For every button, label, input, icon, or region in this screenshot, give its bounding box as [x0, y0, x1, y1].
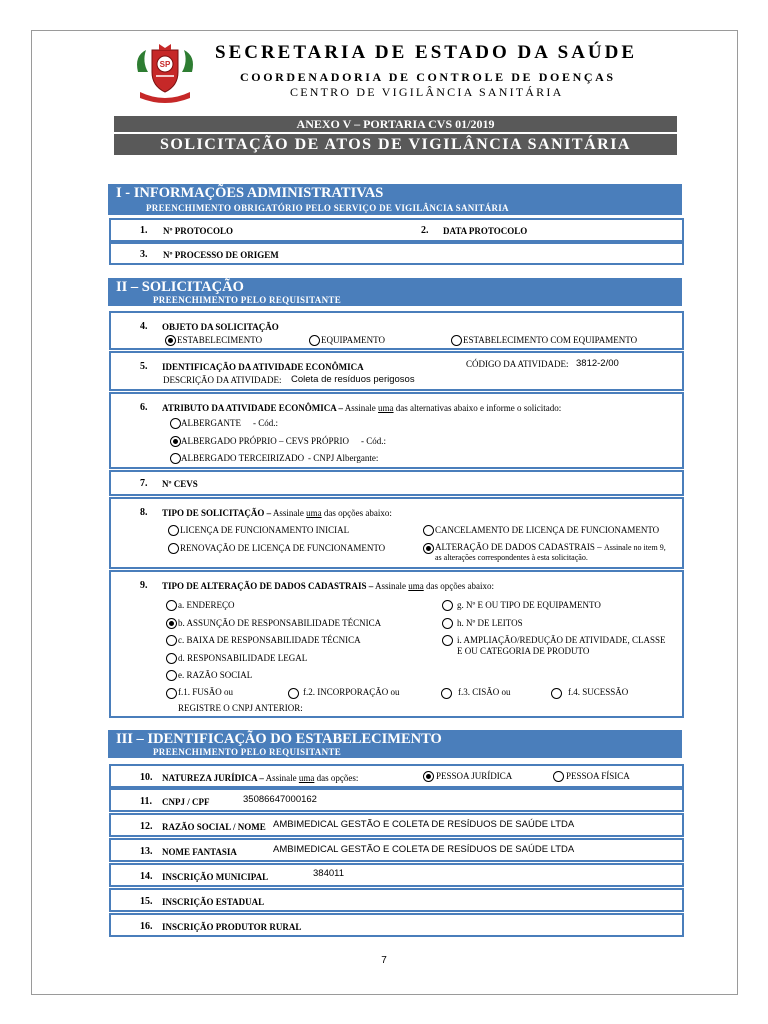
field-16-number: 16. [140, 921, 153, 932]
field-13-label: NOME FANTASIA [162, 847, 237, 857]
field-11-label: CNPJ / CPF [162, 797, 210, 807]
field-16-label: INSCRIÇÃO PRODUTOR RURAL [162, 922, 302, 932]
field-6-hint-post: das alternativas abaixo e informe o solicitado: [393, 403, 562, 413]
field-4-label: OBJETO DA SOLICITAÇÃO [162, 322, 279, 332]
section-1-title: I - INFORMAÇÕES ADMINISTRATIVAS [116, 185, 384, 201]
field-14-number: 14. [140, 871, 153, 882]
field-10-label: NATUREZA JURÍDICA – [162, 773, 264, 783]
field-2-number: 2. [421, 225, 429, 236]
row-objeto-solicitacao [109, 311, 684, 350]
option-albergado-terceirizado-cnpj: - CNPJ Albergante: [308, 453, 379, 463]
row-protocolo [109, 218, 684, 242]
radio-equipamento[interactable] [309, 335, 320, 346]
option-albergante-cod: - Cód.: [253, 418, 279, 428]
radio-licenca-inicial[interactable] [168, 525, 179, 536]
field-6-hint-uma: uma [378, 403, 394, 413]
option-equipamento-label: EQUIPAMENTO [321, 335, 386, 345]
row-tipo-solicitacao [109, 497, 684, 569]
document-title: SOLICITAÇÃO DE ATOS DE VIGILÂNCIA SANITÁRIA [114, 134, 677, 155]
row-atividade-economica [109, 351, 684, 391]
row-atributo-atividade [109, 392, 684, 469]
field-3-label: Nº PROCESSO DE ORIGEM [163, 250, 279, 260]
field-10-hint-post: das opções: [314, 773, 359, 783]
option-alteracao-dados-note2: as alterações correspondentes à esta solicitação. [435, 553, 588, 562]
field-8-number: 8. [140, 507, 148, 518]
radio-sucessao[interactable] [551, 688, 562, 699]
option-pessoa-fisica-label: PESSOA FÍSICA [566, 771, 630, 781]
radio-pessoa-juridica[interactable] [423, 771, 434, 782]
radio-cancelamento-licenca[interactable] [423, 525, 434, 536]
section-2-header [108, 278, 682, 306]
radio-estabelecimento[interactable] [165, 335, 176, 346]
row-razao-social [109, 813, 684, 837]
field-8-label-line [162, 508, 392, 519]
field-6-label: ATRIBUTO DA ATIVIDADE ECONÔMICA – [162, 403, 344, 413]
field-3-number: 3. [140, 249, 148, 260]
radio-albergado-proprio[interactable] [170, 436, 181, 447]
row-cevs [109, 470, 684, 496]
field-15-label: INSCRIÇÃO ESTADUAL [162, 897, 265, 907]
field-8-hint-post: das opções abaixo: [321, 508, 392, 518]
field-11-number: 11. [140, 796, 152, 807]
field-9-hint-post: das opções abaixo: [423, 581, 494, 591]
row-inscricao-estadual [109, 888, 684, 912]
field-9-label-line [162, 581, 494, 592]
cnpj-cpf-value[interactable]: 35086647000162 [243, 794, 317, 805]
header-title: SECRETARIA DE ESTADO DA SAÚDE [215, 42, 638, 63]
svg-text:SP: SP [159, 60, 171, 69]
radio-cisao[interactable] [441, 688, 452, 699]
sao-paulo-coat-of-arms-icon [132, 42, 198, 104]
radio-responsabilidade-legal[interactable] [166, 653, 177, 664]
field-1-label: Nº PROTOCOLO [163, 226, 234, 236]
descricao-atividade-value[interactable]: Coleta de resíduos perigosos [291, 374, 415, 385]
page-number: 7 [381, 955, 387, 966]
option-leitos-label: h. Nº DE LEITOS [457, 618, 523, 628]
nome-fantasia-value[interactable]: AMBIMEDICAL GESTÃO E COLETA DE RESÍDUOS DE SAÚDE LTDA [273, 844, 575, 855]
option-pessoa-juridica-label: PESSOA JURÍDICA [436, 771, 513, 781]
field-10-label-line [162, 773, 358, 784]
radio-leitos[interactable] [442, 618, 453, 629]
radio-renovacao-licenca[interactable] [168, 543, 179, 554]
option-estabelecimento-com-equipamento-label: ESTABELECIMENTO COM EQUIPAMENTO [463, 335, 638, 345]
option-baixa-rt-label: c. BAIXA DE RESPONSABILIDADE TÉCNICA [178, 635, 361, 645]
codigo-atividade-label: CÓDIGO DA ATIVIDADE: [466, 359, 569, 369]
codigo-atividade-value[interactable]: 3812-2/00 [576, 358, 619, 369]
descricao-atividade-label: DESCRIÇÃO DA ATIVIDADE: [163, 375, 282, 385]
option-sucessao-label: f.4. SUCESSÃO [568, 687, 629, 697]
field-6-label-line [162, 403, 561, 414]
field-10-hint-pre: Assinale [265, 773, 299, 783]
option-alteracao-dados-label: ALTERAÇÃO DE DADOS CADASTRAIS – [435, 542, 602, 552]
option-assuncao-rt-label: b. ASSUNÇÃO DE RESPONSABILIDADE TÉCNICA [178, 618, 382, 628]
option-albergado-terceirizado-label: ALBERGADO TERCEIRIZADO [181, 453, 305, 463]
radio-razao-social[interactable] [166, 670, 177, 681]
inscricao-municipal-value[interactable]: 384011 [313, 868, 344, 879]
section-1-header [108, 184, 682, 215]
section-3-header [108, 730, 682, 758]
radio-pessoa-fisica[interactable] [553, 771, 564, 782]
annex-banner: ANEXO V – PORTARIA CVS 01/2019 [114, 116, 677, 132]
option-responsabilidade-legal-label: d. RESPONSABILIDADE LEGAL [178, 653, 308, 663]
radio-ampliacao-atividade[interactable] [442, 635, 453, 646]
field-10-hint-uma: uma [298, 773, 315, 783]
radio-alteracao-dados[interactable] [423, 543, 434, 554]
field-9-number: 9. [140, 580, 148, 591]
radio-albergado-terceirizado[interactable] [170, 453, 181, 464]
section-2-title: II – SOLICITAÇÃO [116, 279, 244, 295]
option-ampliacao-atividade-label-2: E OU CATEGORIA DE PRODUTO [457, 646, 590, 656]
field-6-number: 6. [140, 402, 148, 413]
field-9-hint-pre: Assinale [374, 581, 409, 591]
row-cnpj-cpf [109, 788, 684, 812]
field-1-number: 1. [140, 225, 148, 236]
field-5-label: IDENTIFICAÇÃO DA ATIVIDADE ECONÔMICA [162, 362, 364, 372]
row-inscricao-municipal [109, 863, 684, 887]
section-1-subtitle: PREENCHIMENTO OBRIGATÓRIO PELO SERVIÇO DE VIGILÂNCIA SANITÁRIA [146, 203, 509, 213]
field-2-label: DATA PROTOCOLO [443, 226, 528, 236]
field-12-number: 12. [140, 821, 153, 832]
field-10-number: 10. [140, 772, 153, 783]
field-13-number: 13. [140, 846, 153, 857]
field-6-hint-pre: Assinale [344, 403, 379, 413]
field-15-number: 15. [140, 896, 153, 907]
radio-assuncao-rt[interactable] [166, 618, 177, 629]
row-inscricao-produtor-rural [109, 913, 684, 937]
header-subtitle-centro: CENTRO DE VIGILÂNCIA SANITÁRIA [290, 85, 564, 99]
section-2-subtitle: PREENCHIMENTO PELO REQUISITANTE [153, 295, 341, 305]
option-equipamento-tipo-label: g. Nº E OU TIPO DE EQUIPAMENTO [457, 600, 601, 610]
field-7-number: 7. [140, 478, 148, 489]
radio-albergante[interactable] [170, 418, 181, 429]
option-cisao-label: f.3. CISÃO ou [458, 687, 511, 697]
option-albergado-proprio-label: ALBERGADO PRÓPRIO – CEVS PRÓPRIO [181, 436, 350, 446]
row-tipo-alteracao [109, 570, 684, 718]
field-4-number: 4. [140, 321, 148, 332]
razao-social-value[interactable]: AMBIMEDICAL GESTÃO E COLETA DE RESÍDUOS DE SAÚDE LTDA [273, 819, 575, 830]
field-14-label: INSCRIÇÃO MUNICIPAL [162, 872, 269, 882]
option-albergante-label: ALBERGANTE [181, 418, 241, 428]
option-alteracao-dados-note: Assinale no item 9, [603, 543, 666, 552]
option-renovacao-licenca-label: RENOVAÇÃO DE LICENÇA DE FUNCIONAMENTO [180, 543, 386, 553]
section-3-subtitle: PREENCHIMENTO PELO REQUISITANTE [153, 747, 341, 757]
field-7-label: Nº CEVS [162, 479, 198, 489]
radio-baixa-rt[interactable] [166, 635, 177, 646]
field-5-number: 5. [140, 361, 148, 372]
field-9-label: TIPO DE ALTERAÇÃO DE DADOS CADASTRAIS – [162, 581, 374, 591]
registre-cnpj-anterior: REGISTRE O CNPJ ANTERIOR: [178, 703, 303, 713]
option-estabelecimento-label: ESTABELECIMENTO [177, 335, 263, 345]
option-licenca-inicial-label: LICENÇA DE FUNCIONAMENTO INICIAL [180, 525, 350, 535]
option-incorporacao-label: f.2. INCORPORAÇÃO ou [303, 687, 400, 697]
option-cancelamento-licenca-label: CANCELAMENTO DE LICENÇA DE FUNCIONAMENTO [435, 525, 660, 535]
section-3-title: III – IDENTIFICAÇÃO DO ESTABELECIMENTO [116, 731, 442, 747]
row-nome-fantasia [109, 838, 684, 862]
field-12-label: RAZÃO SOCIAL / NOME [162, 822, 266, 832]
option-razao-social-label: e. RAZÃO SOCIAL [178, 670, 253, 680]
option-ampliacao-atividade-label: i. AMPLIAÇÃO/REDUÇÃO DE ATIVIDADE, CLASSE [457, 635, 666, 645]
field-9-hint-uma: uma [408, 581, 424, 591]
radio-endereco[interactable] [166, 600, 177, 611]
field-8-hint-uma: uma [306, 508, 322, 518]
option-albergado-proprio-cod: - Cód.: [361, 436, 387, 446]
radio-incorporacao[interactable] [288, 688, 299, 699]
radio-fusao[interactable] [166, 688, 177, 699]
field-8-label: TIPO DE SOLICITAÇÃO – [162, 508, 272, 518]
row-natureza-juridica [109, 764, 684, 788]
option-endereco-label: a. ENDEREÇO [178, 600, 235, 610]
row-processo-origem [109, 242, 684, 265]
option-fusao-label: f.1. FUSÃO ou [178, 687, 234, 697]
header-subtitle-coordenadoria: COORDENADORIA DE CONTROLE DE DOENÇAS [240, 70, 616, 84]
radio-estabelecimento-com-equipamento[interactable] [451, 335, 462, 346]
field-8-hint-pre: Assinale [272, 508, 307, 518]
radio-equipamento-tipo[interactable] [442, 600, 453, 611]
